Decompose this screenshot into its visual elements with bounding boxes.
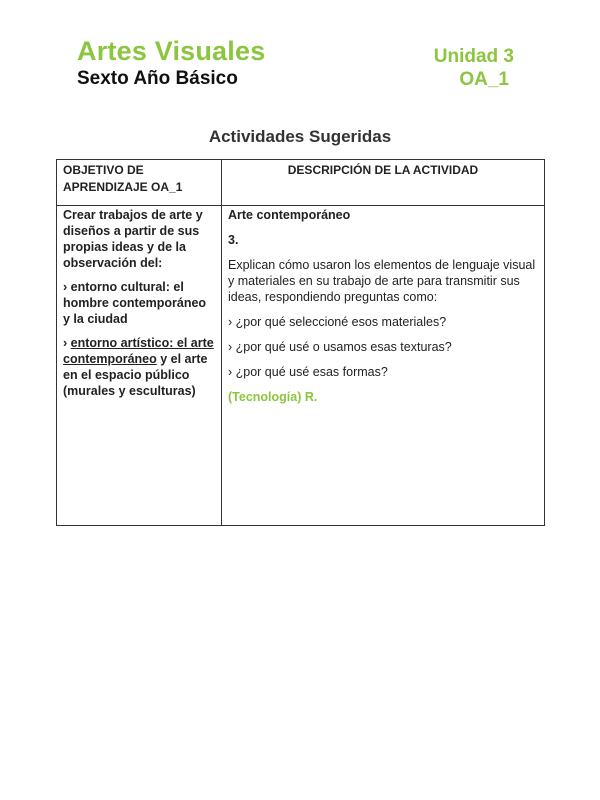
header-objective: OBJETIVO DE APRENDIZAJE OA_1 [57, 160, 222, 206]
activities-table [56, 159, 545, 526]
unit-label: Unidad 3 [433, 46, 514, 67]
oa-code-label: OA_1 [459, 69, 509, 90]
activity-description: Explican cómo usaron los elementos de lenguaje visual y materiales en su trabajo de arte para transmitir sus ideas, respondiendo preguntas como: [228, 258, 536, 304]
objective-item-cultural: › entorno cultural: el hombre contemporáneo y la ciudad [63, 280, 207, 326]
question-item: › ¿por qué seleccioné esos materiales? [228, 315, 447, 329]
objective-item-artistic-prefix: › [63, 336, 71, 350]
section-heading: Actividades Sugeridas [208, 127, 392, 146]
table-header-row [57, 160, 545, 206]
header-description: DESCRIPCIÓN DE LA ACTIVIDAD [222, 160, 545, 206]
objective-item-artistic [63, 335, 215, 399]
cross-reference: (Tecnología) R. [228, 390, 318, 404]
activity-title: Arte contemporáneo [228, 208, 351, 222]
description-cell [222, 206, 545, 526]
document-subtitle: Sexto Año Básico [77, 68, 238, 89]
table-row [57, 206, 545, 526]
question-item: › ¿por qué usé esas formas? [228, 365, 388, 379]
document-title: Artes Visuales [77, 36, 266, 66]
objective-item-artistic-underlined: entorno artístico: el arte contemporáneo [63, 336, 214, 366]
objective-item-artistic-rest: y el arte en el espacio público (murales y esculturas) [63, 352, 208, 398]
objective-cell [57, 206, 222, 526]
question-item: › ¿por qué usé o usamos esas texturas? [228, 340, 452, 354]
objective-intro: Crear trabajos de arte y diseños a partir de sus propias ideas y de la observación del: [63, 208, 203, 270]
activity-number: 3. [228, 233, 239, 247]
